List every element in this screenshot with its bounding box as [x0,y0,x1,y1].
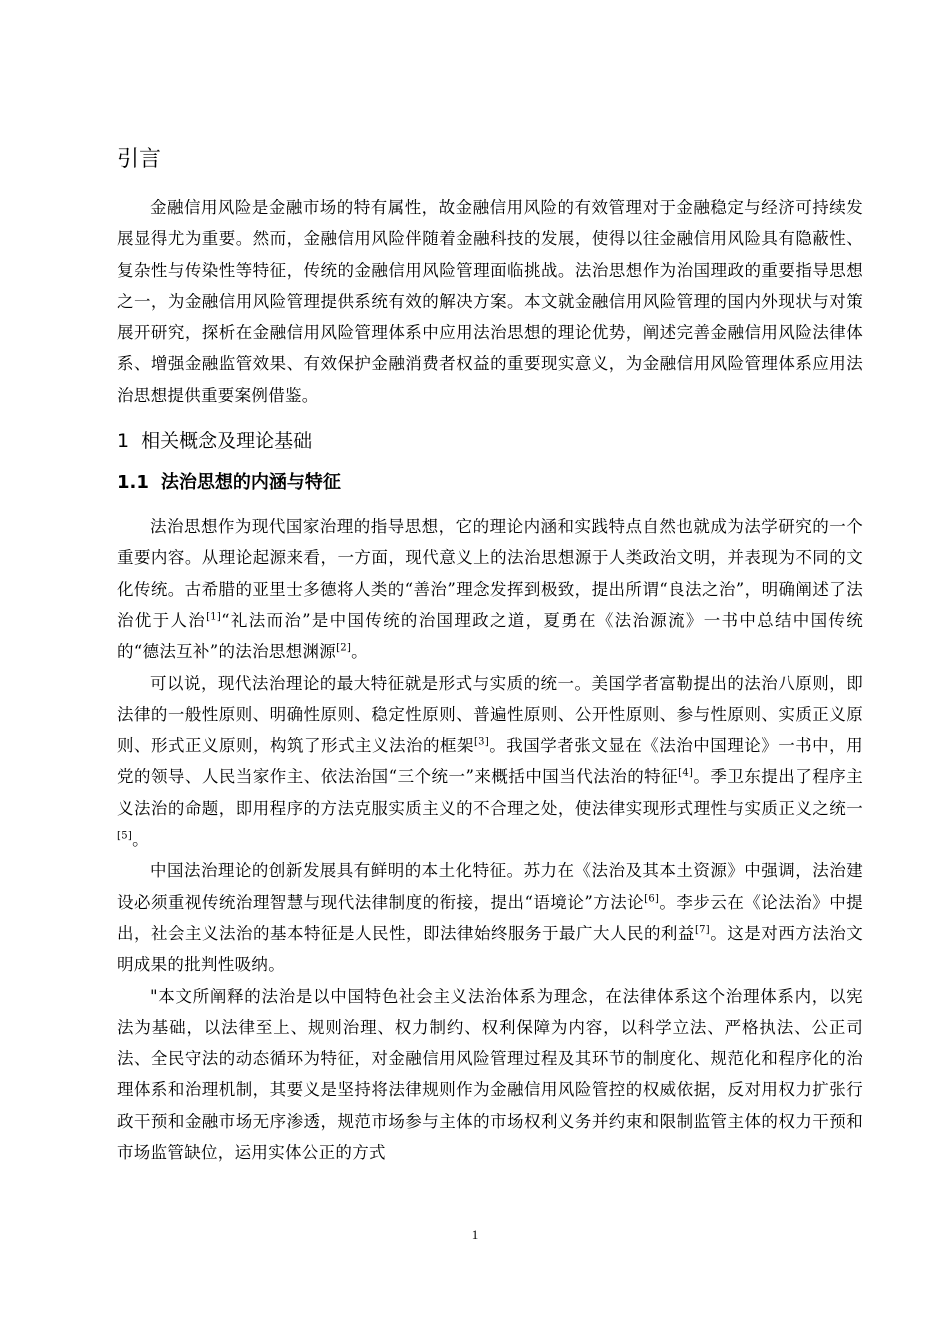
page-number: 1 [471,1227,479,1242]
intro-heading: 引言 [117,147,162,172]
citation-1: [1] [206,611,222,623]
citation-7: [7] [694,924,711,936]
section-1-1-title: 法治思想的内涵与特征 [160,472,341,494]
paragraph-1: 法治思想作为现代国家治理的指导思想，它的理论内涵和实践特点自然也就成为法学研究的一个重要内容。从理论起源来看，一方面，现代意义上的法治思想源于人类政治文明，并表现为不同的文化传统。古希腊的亚里士多德将人类的“善治”理念发挥到极致，提出所谓“良法之治”，明确阐述了法治优于人治[1]“礼法而治”是中国传统的治国理政之道，夏勇在《法治源流》一书中总结中国传统的“德法互补”的法治思想渊源[2]。 [117,517,863,662]
section-1-1-heading [117,463,863,503]
citation-3: [3] [473,736,490,748]
citation-4: [4] [678,767,694,779]
intro-paragraph: 金融信用风险是金融市场的特有属性，故金融信用风险的有效管理对于金融稳定与经济可持续发展显得尤为重要。然而，金融信用风险伴随着金融科技的发展，使得以往金融信用风险具有隐蔽性、复杂性与传染性等特征，传统的金融信用风险管理面临挑战。法治思想作为治国理政的重要指导思想之一，为金融信用风险管理提供系统有效的解决方案。本文就金融信用风险管理的国内外现状与对策展开研究，探析在金融信用风险管理体系中应用法治思想的理论优势，阐述完善金融信用风险法律体系、增强金融监管效果、有效保护金融消费者权益的重要现实意义，为金融信用风险管理体系应用法治思想提供重要案例借鉴。 [117,198,863,405]
section-1-title: 相关概念及理论基础 [141,430,313,453]
section-1-number: 1 [117,430,130,453]
citation-5: [5] [117,830,133,842]
page-body [117,140,863,1168]
paragraph-2: 可以说，现代法治理论的最大特征就是形式与实质的统一。美国学者富勒提出的法治八原则，即法律的一般性原则、明确性原则、稳定性原则、普遍性原则、公开性原则、参与性原则、实质正义原则、形式正义原则，构筑了形式主义法治的框架[3]。我国学者张文显在《法治中国理论》一书中，用党的领导、人民当家作主、依法治国“三个统一”来概括中国当代法治的特征[4]。季卫东提出了程序主义法治的命题，即用程序的方法克服实质主义的不合理之处，使法律实现形式理性与实质正义之统一[5]。 [117,673,864,850]
citation-6: [6] [644,893,660,905]
section-1-heading [117,419,863,463]
paragraph-4: "本文所阐释的法治是以中国特色社会主义法治体系为理念，在法律体系这个治理体系内，以宪法为基础，以法律至上、规则治理、权力制约、权利保障为内容，以科学立法、严格执法、公正司法、全民守法的动态循环为特征，对金融信用风险管理过程及其环节的制度化、规范化和程序化的治理体系和治理机制，其要义是坚持将法律规则作为金融信用风险管控的权威依据，反对用权力扩张行政干预和金融市场无序渗透，规范市场参与主体的市场权利义务并约束和限制监管主体的权力干预和市场监管缺位，运用实体公正的方式 [117,986,863,1163]
citation-2: [2] [336,642,352,654]
section-1-1-number: 1.1 [117,472,149,494]
paragraph-3: 中国法治理论的创新发展具有鲜明的本土化特征。苏力在《法治及其本土资源》中强调，法治建设必须重视传统治理智慧与现代法律制度的衔接，提出“语境论”方法论[6]。李步云在《论法治》中提出，社会主义法治的基本特征是人民性，即法律始终服务于最广大人民的利益[7]。这是对西方法治文明成果的批判性吸纳。 [117,861,863,975]
